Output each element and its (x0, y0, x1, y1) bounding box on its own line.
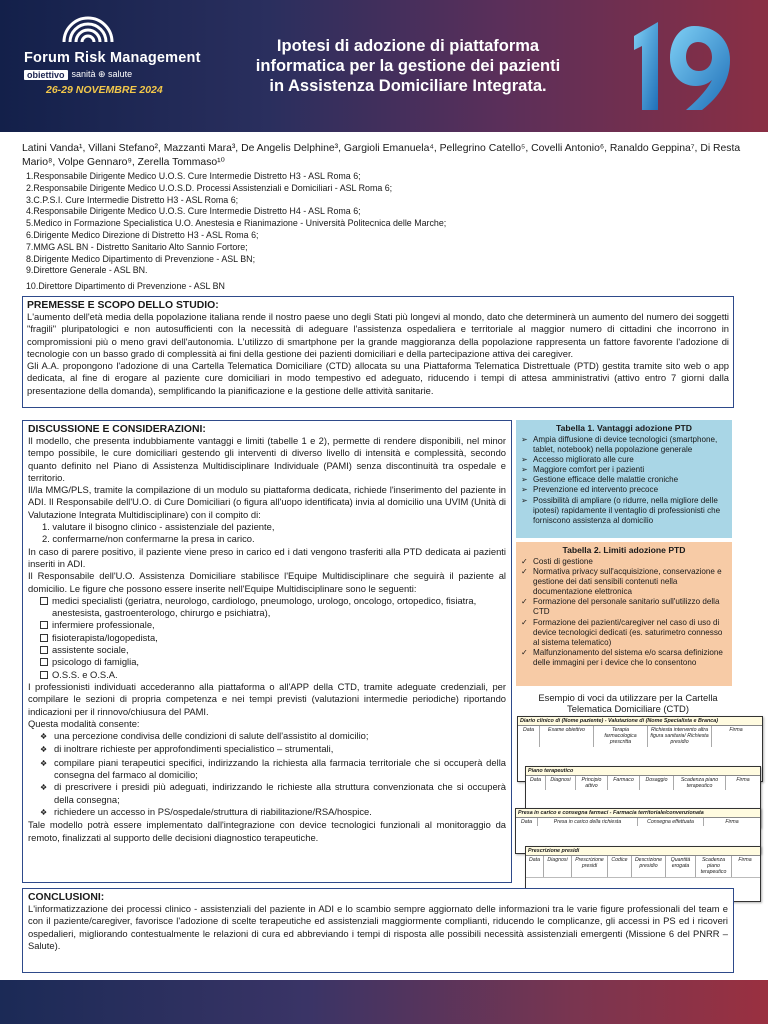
conclusioni-paragraph: L'informatizzazione dei processi clinico - assistenziali del paziente in ADI e lo scambio sempre aggiornato delle informazioni tra le varie figure professionali del team e con il paziente/caregiver, favorisce l'adozione di scelte terapeutiche ed assistenziali maggiormente complianti, riducendo le complicanze, gli accessi in PS ed i ricoveri ospedalieri, migliorando contestualmente le relazioni di cura ed abbreviando i tempi di risposta alle possibili necessità assistenziali emergenti (Missione 6 del PNRR – Salute). (28, 903, 728, 951)
forum-logo (24, 14, 214, 100)
sheet-col: Principio attivo (576, 776, 608, 790)
arrow-bullet-icon: ➢ (521, 485, 528, 495)
equipe-figure-item: infermiere professionale, (40, 619, 506, 631)
arrow-bullet-icon: ➢ (521, 495, 528, 505)
affiliation-item: 9.Direttore Generale - ASL BN. (26, 265, 148, 276)
sheet-col: Richiesta intervento altra figura sanitaria/ Richiesta presidio (648, 726, 712, 747)
sheet-header-row (518, 726, 762, 747)
sheet-col: Data (516, 818, 538, 826)
affiliation-item: 10.Direttore Dipartimento di Prevenzione - ASL BN (26, 281, 225, 292)
square-bullet-icon (40, 671, 48, 679)
cartella-caption: Esempio di voci da utilizzare per la Cartella Telematica Domiciliare (CTD) (538, 692, 718, 714)
square-bullet-icon (40, 646, 48, 654)
discussione-section (22, 420, 512, 883)
sheet-col: Dosaggio (640, 776, 674, 790)
table-2-item: ✓ Costi di gestione (521, 557, 593, 566)
equipe-figures-list (28, 595, 506, 681)
diamond-bullet-icon: ❖ (40, 783, 48, 793)
sheet-col: Firma (729, 727, 743, 733)
uvim-step: 1. valutare il bisogno clinico - assistenziale del paziente, (42, 521, 275, 533)
equipe-figure-item: medici specialisti (geriatra, neurologo, cardiologo, pneumologo, urologo, oncologo, ortopedico, fisiatra, anestesista, gastroenterologo, chirurgo e psichiatra), (40, 595, 506, 620)
discussione-paragraph-6: Questa modalità consente: (28, 717, 140, 729)
logo-title: Forum Risk Management (24, 50, 201, 66)
sheet-col: Data (526, 776, 546, 790)
affiliation-item: 7.MMG ASL BN - Distretto Sanitario Alto Sannio Fortore; (26, 241, 248, 252)
sheet-title: Piano terapeutico (526, 767, 760, 776)
sheet-title: Diario clinico di (Nome paziente) - Valutazione di (Nome Specialista e Branca) (518, 717, 762, 726)
sheet-blank-row (526, 877, 760, 884)
discussione-paragraph-4: Il Responsabile dell'U.O. Assistenza Domiciliare stabilisce l'Equipe Multidisciplinare che seguirà il paziente al domicilio. Le figure che possono essere inserite nell'Equipe Multidisciplinare sono le seguenti: (28, 570, 506, 594)
affiliations-list (26, 171, 746, 293)
uvim-steps-list (28, 521, 506, 546)
sheet-col: Consegna effettuata (638, 818, 704, 826)
sheet-col: Scadenza piano terapeutico (674, 776, 726, 790)
uvim-step: 2. confermarne/non confermarne la presa in carico. (42, 533, 255, 545)
premesse-paragraph-2: Gli A.A. propongono l'adozione di una Cartella Telematica Domiciliare (CTD) allocata su una Piattaforma Telematica Distrettuale (PTD) gestita tramite sito web o app dedicata, al fine di erogare al paziente cure domiciliari in modo tempestivo ed adeguato, riducendo i tempi di attesa amministrativi (attivo entro 7 giorni dalla presentazione della domanda), semplificando la pianificazione e la gestione delle attività sanitarie. (27, 360, 729, 396)
sheet-title: Prescrizione presidi (526, 847, 760, 856)
table-1-list (521, 435, 727, 526)
premesse-section (22, 296, 734, 408)
table-1-item: ➢ Possibilità di ampliare (o ridurre, nella migliore delle ipotesi) rapidamente il ventaglio di professionisti che forniscono assistenza al domicilio (521, 495, 721, 525)
benefit-item: ❖ compilare piani terapeutici specifici, indirizzando la richiesta alla farmacia territoriale che si occuperà della consegna del farmaco al domicilio; (40, 756, 506, 781)
sheet-col: Codice (608, 856, 632, 877)
sheet-col: Diagnosi (546, 776, 576, 790)
table-2-item: ✓ Normativa privacy sull'acquisizione, conservazione e gestione dei dati sensibili contenuti nella documentazione elettronica (521, 567, 722, 597)
equipe-figure-item: psicologo di famiglia, (40, 656, 506, 668)
premesse-title: PREMESSE E SCOPO DELLO STUDIO: (27, 300, 219, 311)
affiliation-item: 6.Dirigente Medico Direzione di Distretto H3 - ASL Roma 6; (26, 229, 259, 240)
table-2-title: Tabella 2. Limiti adozione PTD (562, 545, 686, 555)
check-bullet-icon: ✓ (521, 617, 528, 627)
discussione-paragraph-3: In caso di parere positivo, il paziente viene preso in carico ed i dati vengono trasferiti alla PTD dedicata ai pazienti inseriti in ADI. (28, 545, 506, 569)
discussione-paragraph-7: Tale modello potrà essere implementato dall'integrazione con device tecnologici funzionali al monitoraggio da remoto, finalizzati al supporto delle decisioni diagnostico terapeutiche. (28, 819, 506, 843)
sheet-header-row (526, 776, 760, 790)
arrow-bullet-icon: ➢ (521, 465, 528, 475)
sheet-col: Data (518, 726, 540, 747)
equipe-figure-item: fisioterapista/logopedista, (40, 632, 506, 644)
table-1-item: ➢ Ampia diffusione di device tecnologici (smartphone, tablet, notebook) nella popolazione generale (521, 435, 718, 455)
discussione-title: DISCUSSIONE E CONSIDERAZIONI: (28, 424, 206, 435)
affiliation-item: 8.Dirigente Medico Dipartimento di Prevenzione - ASL BN; (26, 253, 256, 264)
table-2-item: ✓ Formazione dei pazienti/caregiver nel caso di uso di device tecnologici dedicati (es. saturimetro connesso al sistema telematico) (521, 617, 723, 647)
affiliation-item: 3.C.P.S.I. Cure Intermedie Distretto H3 - ASL Roma 6; (26, 194, 239, 205)
sheet-title: Presa in carico e consegna farmaci - Farmacia territoriale/convenzionata (516, 809, 760, 818)
discussione-paragraph-2: Il/la MMG/PLS, tramite la compilazione di un modulo su piattaforma dedicata, richiede l'inserimento del paziente in ADI. Il Responsabile dell'U.O. di Cure Domiciliari (o figura all'uopo identificata) invia al domicilio una UVIM (Unità di Valutazione Integrata Multidisciplinare) con il compito di: (28, 484, 506, 520)
conclusioni-section (22, 888, 734, 973)
diamond-bullet-icon: ❖ (40, 807, 48, 817)
table-2-limiti (516, 542, 732, 686)
sheet-col: Descrizione presidio (632, 856, 666, 877)
check-bullet-icon: ✓ (521, 647, 528, 657)
diamond-bullet-icon: ❖ (40, 745, 48, 755)
logo-sub-highlight: obiettivo (24, 70, 68, 80)
poster-header (0, 0, 768, 132)
benefit-item: ❖ di prescrivere i presidi più adeguati, indirizzando le richieste alla struttura convenzionata che si occuperà della consegna; (40, 781, 506, 805)
logo-sub-rest: sanità ⊕ salute (71, 69, 133, 79)
sheet-header-row (516, 818, 760, 826)
table-1-title: Tabella 1. Vantaggi adozione PTD (556, 423, 692, 433)
sheet-col: Firma (736, 777, 750, 783)
edition-19-logo (620, 18, 740, 114)
diamond-bullet-icon: ❖ (40, 758, 48, 768)
sheet-col: Quantità erogata (666, 856, 696, 877)
discussione-paragraph-1: Il modello, che presenta indubbiamente vantaggi e limiti (tabelle 1 e 2), permette di rendere disponibili, nel minor tempo possibile, le cure domiciliari gestendo gli interventi di diverso livello di intensità e complessità, secondo quanto definito nel Piano di Assistenza Multidisciplinare Individuale (PAMI) senza discontinuità tra ospedale e territorio. (28, 435, 506, 483)
sheet-col: Firma (725, 819, 739, 825)
arrow-bullet-icon: ➢ (521, 455, 528, 465)
benefits-list (28, 730, 506, 819)
benefit-item: ❖ una percezione condivisa delle condizioni di salute dell'assistito al domicilio; (40, 730, 506, 743)
arrow-bullet-icon: ➢ (521, 475, 528, 485)
sheet-col: Farmaco (608, 776, 640, 790)
sheet-col: Firma (738, 857, 752, 863)
affiliation-item: 5.Medico in Formazione Specialistica U.O. Anestesia e Rianimazione - Università Politecnica delle Marche; (26, 218, 447, 229)
square-bullet-icon (40, 634, 48, 642)
logo-arc-icon (58, 14, 118, 44)
affiliation-item: 4.Responsabile Dirigente Medico U.O.S. Cure Intermedie Distretto H4 - ASL Roma 6; (26, 206, 361, 217)
sheet-header-row (526, 856, 760, 877)
sheet-col: Diagnosi (544, 856, 572, 877)
conclusioni-title: CONCLUSIONI: (28, 892, 105, 903)
table-2-item: ✓ Malfunzionamento del sistema e/o scarsa definizione delle immagini per i device che lo consentono (521, 647, 723, 667)
premesse-paragraph-1: L'aumento dell'età media della popolazione italiana rende il nostro paese uno degli Stati più longevi al mondo, dato che determinerà un aumento del numero dei soggetti "fragili" pluripatologici e non autosufficienti con la necessità di adeguare l'assistenza ospedaliera e territoriale al maggior numero di cittadini che incorrono in compromissioni più o meno gravi dell'autonomia. L'utilizzo di smartphone per la grande maggioranza della popolazione rappresenta un fattore favorente l'adozione di tecnologie con un basso grado di complessità ai fini della gestione dei pazienti domiciliari e della partecipazione attiva dei caregiver. (27, 311, 729, 359)
benefit-item: ❖ richiedere un accesso in PS/ospedale/struttura di riabilitazione/RSA/hospice. (40, 806, 506, 819)
table-2-item: ✓ Formazione del personale sanitario sull'utilizzo della CTD (521, 597, 720, 617)
affiliation-item: 2.Responsabile Dirigente Medico U.O.S.D. Processi Assistenziali e Domiciliari - ASL Roma 6; (26, 182, 393, 193)
logo-date: 26-29 NOVEMBRE 2024 (46, 84, 163, 96)
table-1-item: ➢ Gestione efficace delle malattie croniche (521, 475, 679, 485)
table-1-vantaggi (516, 420, 732, 538)
affiliation-item: 1.Responsabile Dirigente Medico U.O.S. Cure Intermedie Distretto H3 - ASL Roma 6; (26, 171, 361, 181)
diamond-bullet-icon: ❖ (40, 732, 48, 742)
check-bullet-icon: ✓ (521, 567, 528, 577)
equipe-figure-item: O.S.S. e O.S.A. (40, 669, 506, 681)
discussione-paragraph-5: I professionisti individuati accederanno alla piattaforma o all'APP della CTD, tramite adeguate credenziali, per compilare le sezioni di propria competenza e nei tempi previsti (valutazioni intermedie periodiche) riportando indicazioni per il rinnovo/chiusura del PAMI. (28, 680, 506, 717)
square-bullet-icon (40, 658, 48, 666)
table-1-item: ➢ Accesso migliorato alle cure (521, 455, 634, 465)
square-bullet-icon (40, 621, 48, 629)
sheet-col: Esame obiettivo (540, 726, 594, 747)
equipe-figure-item: assistente sociale, (40, 644, 506, 656)
sheet-col: Scadenza piano terapeutico (696, 856, 732, 877)
poster-title (218, 36, 598, 96)
arrow-bullet-icon: ➢ (521, 435, 528, 444)
title-line-2: informatica per la gestione dei pazienti (255, 57, 561, 75)
sheet-col: Terapia farmacologica prescritta (594, 726, 648, 747)
title-line-1: Ipotesi di adozione di piattaforma (276, 37, 540, 55)
sheet-col: Prescrizione presidi (572, 856, 608, 877)
logo-subtitle (24, 69, 132, 80)
authors-line: Latini Vanda¹, Villani Stefano², Mazzanti Mara³, De Angelis Delphine³, Gargioli Emanuela⁴, Pellegrino Catello⁵, Covelli Antonio⁶, Ranaldo Geppina⁷, Di Resta Mario⁸, Volpe Gennaro⁹, Zerella Tommaso¹⁰ (22, 143, 741, 168)
square-bullet-icon (40, 597, 48, 605)
table-1-item: ➢ Prevenzione ed intervento precoce (521, 485, 659, 495)
check-bullet-icon: ✓ (521, 557, 528, 566)
poster-footer-band (0, 980, 768, 1024)
table-1-item: ➢ Maggiore comfort per i pazienti (521, 465, 645, 475)
sheet-col: Presa in carico della richiesta (538, 818, 638, 826)
benefit-item: ❖ di inoltrare richieste per approfondimenti specialistico – strumentali, (40, 743, 506, 756)
sheet-col: Data (526, 856, 544, 877)
title-line-3: in Assistenza Domiciliare Integrata. (269, 77, 547, 95)
table-2-list (521, 557, 727, 668)
check-bullet-icon: ✓ (521, 597, 528, 607)
